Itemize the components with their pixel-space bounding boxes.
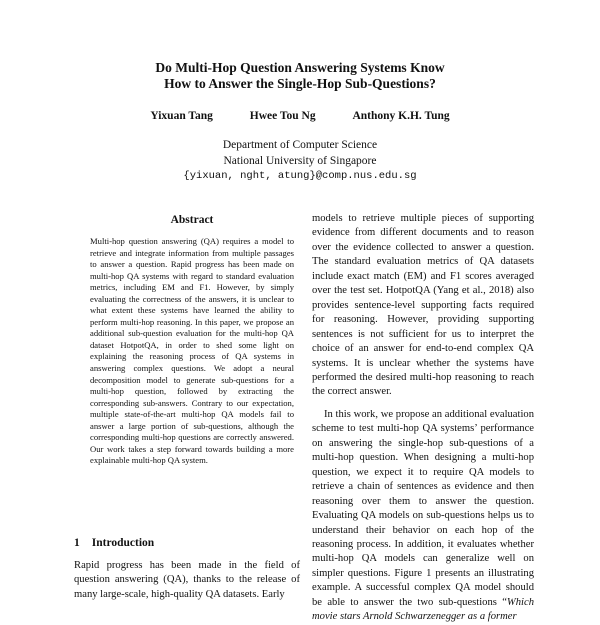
title-line-2: How to Answer the Single-Hop Sub-Questions?: [164, 76, 436, 91]
right-column: [312, 212, 534, 625]
department: Department of Computer Science: [222, 139, 378, 151]
title-line-1: Do Multi-Hop Question Answering Systems Know: [155, 60, 445, 75]
intro-text: Rapid progress has been made in the field of question answering (QA), thanks to the release of many large-scale, high-quality QA datasets. Early: [74, 560, 300, 600]
paper-title: [0, 60, 600, 92]
abstract-text: Multi-hop question answering (QA) requires a model to retrieve and integrate information from multiple passages to answer a question. Rapid progress has been made on multi-hop QA systems with regard to standard evaluation metrics, including EM and F1. However, by simply evaluating the correctness of the answers, it is unclear to what extent these systems have learned the ability to perform multi-hop reasoning. In this paper, we propose an additional sub-question evaluation for the multi-hop QA dataset HotpotQA, in order to shed some light on explaining the reasoning process of QA systems in answering complex questions. We adopt a neural decomposition model to generate sub-questions for a multi-hop question, followed by extracting the corresponding sub-answers. Contrary to our expectation, multiple state-of-the-art multi-hop QA models fail to answer a large portion of sub-questions, although the corresponding multi-hop questions are correctly answered. Our work takes a step forward towards building a more explainable multi-hop QA system.: [90, 236, 294, 466]
paragraph: models to retrieve multiple pieces of supporting evidence from different documents and to reason over the evidence collected to answer a question. The standard evaluation metrics of QA datasets include exact match (EM) and F1 scores averaged over the test set. HotpotQA (Yang et al., 2018) also provides sentence-level supporting facts required for reasoning. However, providing supporting sentences is not sufficient for us to interpret the choice of an answer for end-to-end complex QA systems. It is unclear whether the systems have performed the desired multi-hop reasoning to reach the correct answer.: [312, 213, 534, 398]
author-name: Yixuan Tang: [150, 110, 213, 122]
section-title: Introduction: [91, 537, 155, 549]
author-name: Hwee Tou Ng: [249, 110, 316, 122]
section-number: 1: [74, 537, 80, 549]
paragraph-text: In this work, we propose an additional evaluation scheme to test multi-hop QA systems’ performance on answering the single-hop sub-questions of a multi-hop question. When designing a multi-hop question, we expect it to require QA models to retrieve a chain of sentences as evidence and then reasoning over them to answer the question. Evaluating QA models on sub-questions helps us to understand their behavior on each hop of the reasoning process. In addition, it evaluates whether multi-hop QA models can generalize well on simpler questions. Figure 1 presents an illustrating example. A successful complex QA model should be able to answer the two sub-questions “: [312, 408, 534, 608]
author-name: Anthony K.H. Tung: [352, 110, 450, 122]
italic-text: Which movie stars Arnold Schwarzenegger as a former: [312, 596, 534, 623]
paragraph: [312, 408, 534, 625]
author-list: [0, 110, 600, 122]
section-heading: [74, 537, 304, 549]
author-email: {yixuan, nght, atung}@comp.nus.edu.sg: [183, 170, 417, 182]
abstract-heading: Abstract: [170, 214, 214, 226]
affiliation: [0, 138, 600, 185]
university: National University of Singapore: [223, 154, 377, 167]
